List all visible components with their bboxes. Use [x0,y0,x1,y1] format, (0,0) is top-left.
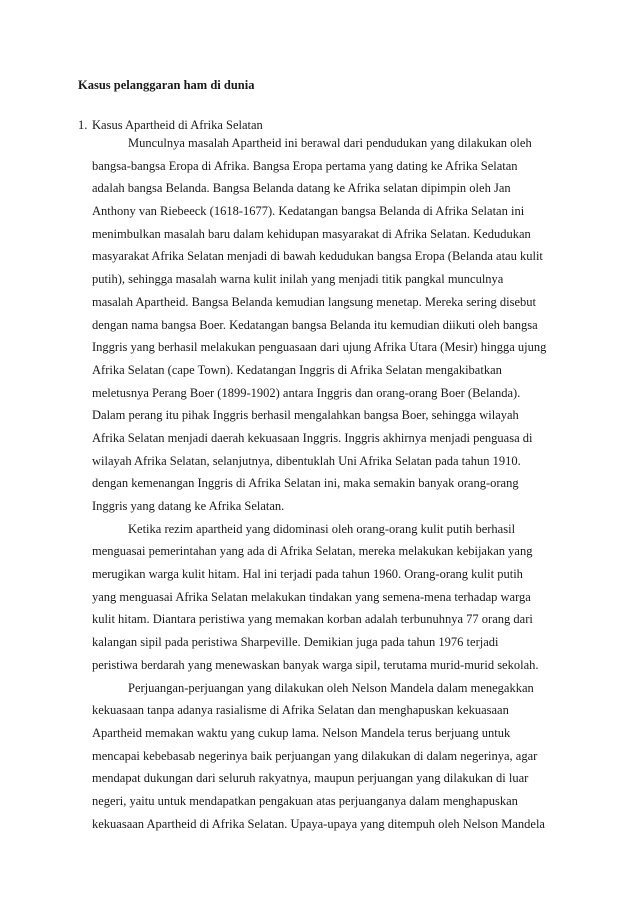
paragraph-line: yang menguasai Afrika Selatan melakukan tindakan yang semena-mena terhadap warga [92,589,531,604]
paragraph-line: Afrika Selatan (cape Town). Kedatangan Inggris di Afrika Selatan mengakibatkan [92,362,502,377]
paragraph-line: dengan kemenangan Inggris di Afrika Selatan ini, maka semakin banyak orang-orang [92,476,519,491]
paragraph-line: adalah bangsa Belanda. Bangsa Belanda datang ke Afrika selatan dipimpin oleh Jan [92,181,511,196]
paragraph-line: masalah Apartheid. Bangsa Belanda kemudian langsung menetap. Mereka sering disebut [92,294,536,309]
paragraph-line: mencapai kebebasab negerinya baik perjuangan yang dilakukan di dalam negerinya, agar [92,748,538,763]
paragraph-line: kalangan sipil pada peristiwa Sharpeville. Demikian juga pada tahun 1976 terjadi [92,635,499,650]
paragraph-line: dengan nama bangsa Boer. Kedatangan bangsa Belanda itu kemudian diikuti oleh bangsa [92,317,538,332]
paragraph-line: masyarakat Afrika Selatan menjadi di bawah kedudukan bangsa Eropa (Belanda atau kulit [92,249,543,264]
paragraph-line: menimbulkan masalah baru dalam kehidupan masyarakat di Afrika Selatan. Kedudukan [92,226,531,241]
paragraph-line: kekuasaan tanpa adanya rasialisme di Afrika Selatan dan menghapuskan kekuasaan [92,703,509,718]
section-number: 1. [78,118,88,132]
paragraph-line: putih), sehingga masalah warna kulit inilah yang menjadi titik pangkal munculnya [92,272,504,287]
paragraph-line: merugikan warga kulit hitam. Hal ini terjadi pada tahun 1960. Orang-orang kulit putih [92,567,523,582]
paragraph-line: Inggris yang datang ke Afrika Selatan. [92,499,285,513]
document-title: Kasus pelanggaran ham di dunia [78,78,255,92]
paragraph-line: Ketika rezim apartheid yang didominasi oleh orang-orang kulit putih berhasil [128,521,516,536]
paragraph-line: mendapat dukungan dari seluruh rakyatnya, maupun perjuangan yang dilakukan di luar [92,771,529,786]
paragraph-line: Inggris yang berhasil melakukan penguasaan dari ujung Afrika Utara (Mesir) hingga ujung [92,340,547,355]
section-heading-text: Kasus Apartheid di Afrika Selatan [92,118,263,132]
paragraph-line: meletusnya Perang Boer (1899-1902) antara Inggris dan orang-orang Boer (Belanda). [92,385,521,400]
paragraph-line: Anthony van Riebeeck (1618-1677). Kedatangan bangsa Belanda di Afrika Selatan ini [92,204,525,219]
paragraph-line: wilayah Afrika Selatan, selanjutnya, dibentuklah Uni Afrika Selatan pada tahun 1910. [92,453,521,468]
paragraph-line: Perjuangan-perjuangan yang dilakukan oleh Nelson Mandela dalam menegakkan [128,680,534,695]
document-body [92,132,562,835]
paragraph-line: Munculnya masalah Apartheid ini berawal dari pendudukan yang dilakukan oleh [128,136,532,150]
paragraph-line: kulit hitam. Diantara peristiwa yang memakan korban adalah terbunuhnya 77 orang dari [92,612,533,627]
paragraph-line: negeri, yaitu untuk mendapatkan pengakuan atas perjuanganya dalam menghapuskan [92,793,518,808]
paragraph-line: Afrika Selatan menjadi daerah kekuasaan Inggris. Inggris akhirnya menjadi penguasa di [92,430,533,445]
paragraph-line: Dalam perang itu pihak Inggris berhasil mengalahkan bangsa Boer, sehingga wilayah [92,408,519,423]
section-heading [78,117,263,133]
paragraph-line: kekuasaan Apartheid di Afrika Selatan. Upaya-upaya yang ditempuh oleh Nelson Mandela [92,816,545,831]
paragraph-line: Apartheid memakan waktu yang cukup lama. Nelson Mandela terus berjuang untuk [92,725,511,740]
paragraph-line: peristiwa berdarah yang menewaskan banyak warga sipil, terutama murid-murid sekolah. [92,657,539,672]
paragraph-line: bangsa-bangsa Eropa di Afrika. Bangsa Eropa pertama yang dating ke Afrika Selatan [92,158,518,173]
paragraph-line: menguasai pemerintahan yang ada di Afrika Selatan, mereka melakukan kebijakan yang [92,544,533,559]
